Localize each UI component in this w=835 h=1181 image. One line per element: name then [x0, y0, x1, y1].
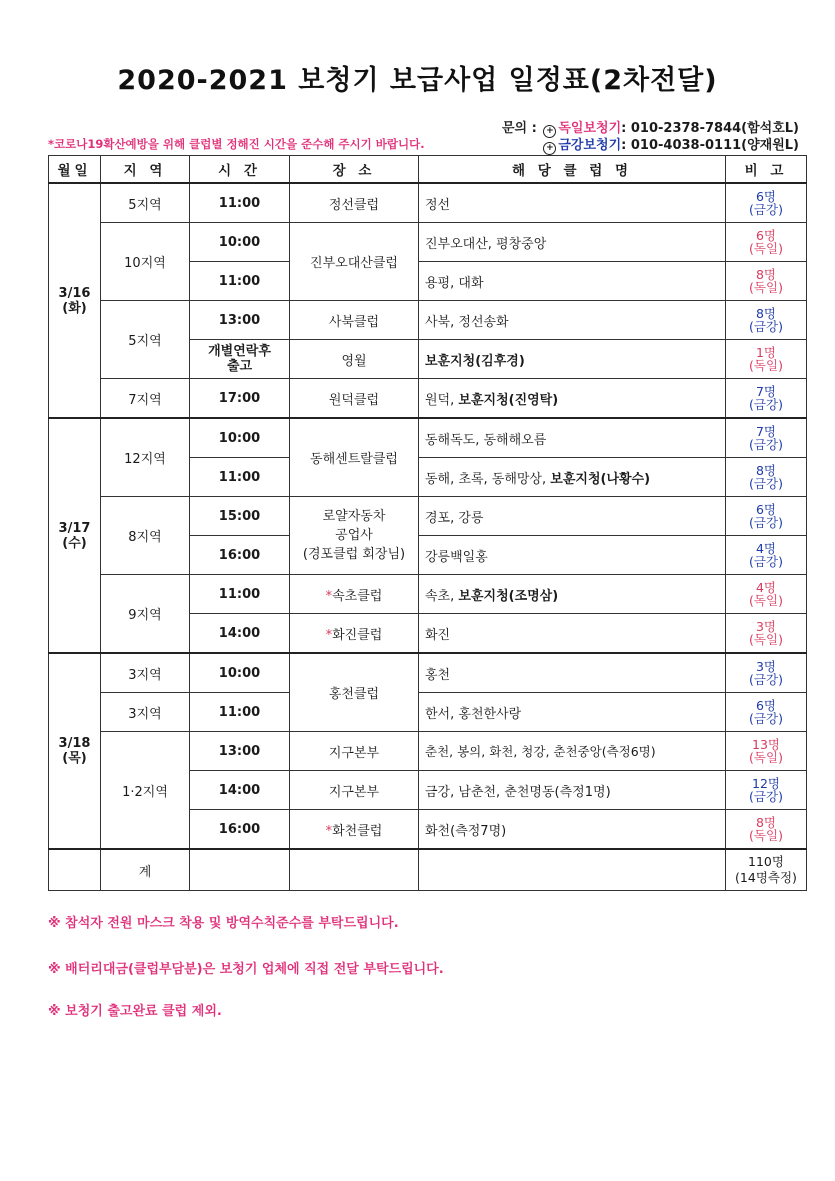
- table-row: [49, 223, 807, 262]
- note-cell: 3명 (독일): [726, 614, 807, 654]
- venue-cell: 지구본부: [290, 771, 419, 810]
- region-cell: 3지역: [101, 693, 190, 732]
- clubs-cell: 한서, 홍천한사랑: [419, 693, 726, 732]
- table-row: [49, 301, 807, 340]
- time-cell: 개별연락후 출고: [190, 340, 290, 379]
- page-title: 2020-2021 보청기 보급사업 일정표(2차전달): [117, 65, 718, 96]
- note-cell: 1명 (독일): [726, 340, 807, 379]
- plus-circle-icon: +: [543, 142, 556, 155]
- note-cell: 3명 (금강): [726, 653, 807, 693]
- region-cell: 8지역: [101, 497, 190, 575]
- contact-label: 문의 :: [501, 121, 537, 136]
- schedule-table: [48, 155, 807, 891]
- venue-cell: *속초클럽: [290, 575, 419, 614]
- clubs-cell: 홍천: [419, 653, 726, 693]
- time-cell: 10:00: [190, 653, 290, 693]
- header-venue: 장 소: [290, 156, 419, 184]
- note-cell: 4명 (독일): [726, 575, 807, 614]
- venue-cell: 정선클럽: [290, 183, 419, 223]
- note-cell: 6명 (금강): [726, 497, 807, 536]
- date-cell: 3/18 (목): [49, 653, 101, 849]
- contact-geumgang-name: 금강보청기: [558, 138, 622, 153]
- region-cell: 10지역: [101, 223, 190, 301]
- header-clubs: 해 당 클 럽 명: [419, 156, 726, 184]
- time-cell: 11:00: [190, 575, 290, 614]
- contact-dogil-name: 독일보청기: [558, 121, 622, 136]
- note-cell: 7명 (금강): [726, 379, 807, 419]
- clubs-cell: 속초, 보훈지청(조명삼): [419, 575, 726, 614]
- region-cell: 5지역: [101, 301, 190, 379]
- note-cell: 6명 (금강): [726, 693, 807, 732]
- clubs-cell: 동해, 초록, 동해망상, 보훈지청(나황수): [419, 458, 726, 497]
- table-row: [49, 575, 807, 614]
- venue-cell: 영월: [290, 340, 419, 379]
- footnote-excluded: ※ 보청기 출고완료 클럽 제외.: [48, 1004, 222, 1019]
- footnote-battery: ※ 배터리대금(클럽부담분)은 보청기 업체에 직접 전달 부탁드립니다.: [48, 962, 444, 977]
- venue-cell: 지구본부: [290, 732, 419, 771]
- clubs-cell: 정선: [419, 183, 726, 223]
- total-empty-cell: [49, 849, 101, 891]
- total-label: 계: [101, 849, 190, 891]
- clubs-cell: 진부오대산, 평창중앙: [419, 223, 726, 262]
- region-cell: 3지역: [101, 653, 190, 693]
- clubs-cell: 화진: [419, 614, 726, 654]
- clubs-cell: 사북, 정선송화: [419, 301, 726, 340]
- table-row: [49, 418, 807, 458]
- time-cell: 11:00: [190, 183, 290, 223]
- table-row: [49, 497, 807, 536]
- note-cell: 7명 (금강): [726, 418, 807, 458]
- venue-cell: 사북클럽: [290, 301, 419, 340]
- note-cell: 8명 (금강): [726, 458, 807, 497]
- region-cell: 1·2지역: [101, 732, 190, 850]
- time-cell: 13:00: [190, 301, 290, 340]
- time-cell: 17:00: [190, 379, 290, 419]
- venue-cell: *화천클럽: [290, 810, 419, 850]
- total-empty-cell: [190, 849, 290, 891]
- note-cell: 13명 (독일): [726, 732, 807, 771]
- clubs-cell: 강릉백일홍: [419, 536, 726, 575]
- time-cell: 11:00: [190, 458, 290, 497]
- table-row: [49, 653, 807, 693]
- time-cell: 16:00: [190, 810, 290, 850]
- time-cell: 10:00: [190, 223, 290, 262]
- contact-geumgang-phone: : 010-4038-0111(양재원L): [621, 138, 799, 153]
- time-cell: 14:00: [190, 614, 290, 654]
- note-cell: 8명 (금강): [726, 301, 807, 340]
- venue-cell: 로얄자동차 공업사 (경포클럽 회장님): [290, 497, 419, 575]
- note-cell: 12명 (금강): [726, 771, 807, 810]
- note-cell: 4명 (금강): [726, 536, 807, 575]
- region-cell: 5지역: [101, 183, 190, 223]
- time-cell: 16:00: [190, 536, 290, 575]
- region-cell: 7지역: [101, 379, 190, 419]
- date-cell: 3/17 (수): [49, 418, 101, 653]
- table-header-row: [49, 156, 807, 184]
- table-row: [49, 693, 807, 732]
- clubs-cell: 경포, 강릉: [419, 497, 726, 536]
- header-note: 비 고: [726, 156, 807, 184]
- venue-cell: 홍천클럽: [290, 653, 419, 732]
- note-cell: 8명 (독일): [726, 262, 807, 301]
- note-cell: 6명 (금강): [726, 183, 807, 223]
- region-cell: 9지역: [101, 575, 190, 654]
- covid-notice: *코로나19확산예방을 위해 클럽별 정해진 시간을 준수해 주시기 바랍니다.: [48, 137, 425, 151]
- venue-cell: *화진클럽: [290, 614, 419, 654]
- venue-cell: 동해센트랄클럽: [290, 418, 419, 497]
- total-row: [49, 849, 807, 891]
- clubs-cell: 보훈지청(김후경): [419, 340, 726, 379]
- time-cell: 10:00: [190, 418, 290, 458]
- contact-dogil-phone: : 010-2378-7844(함석호L): [621, 121, 799, 136]
- table-row: [49, 183, 807, 223]
- clubs-cell: 용평, 대화: [419, 262, 726, 301]
- footnote-mask: ※ 참석자 전원 마스크 착용 및 방역수칙준수를 부탁드립니다.: [48, 916, 399, 931]
- plus-circle-icon: +: [543, 125, 556, 138]
- clubs-cell: 동해독도, 동해해오름: [419, 418, 726, 458]
- region-cell: 12지역: [101, 418, 190, 497]
- total-empty-cell: [419, 849, 726, 891]
- header-time: 시 간: [190, 156, 290, 184]
- clubs-cell: 원덕, 보훈지청(진영탁): [419, 379, 726, 419]
- header-date: 월일: [49, 156, 101, 184]
- contact-line-geumgang: [541, 134, 799, 155]
- clubs-cell: 금강, 남춘천, 춘천명동(측정1명): [419, 771, 726, 810]
- time-cell: 11:00: [190, 262, 290, 301]
- total-note: 110명 (14명측정): [726, 849, 807, 891]
- total-empty-cell: [290, 849, 419, 891]
- header-region: 지 역: [101, 156, 190, 184]
- venue-cell: 원덕클럽: [290, 379, 419, 419]
- venue-cell: 진부오대산클럽: [290, 223, 419, 301]
- time-cell: 15:00: [190, 497, 290, 536]
- time-cell: 11:00: [190, 693, 290, 732]
- time-cell: 14:00: [190, 771, 290, 810]
- time-cell: 13:00: [190, 732, 290, 771]
- clubs-cell: 춘천, 봉의, 화천, 청강, 춘천중앙(측정6명): [419, 732, 726, 771]
- note-cell: 6명 (독일): [726, 223, 807, 262]
- table-row: [49, 732, 807, 771]
- date-cell: 3/16 (화): [49, 183, 101, 418]
- clubs-cell: 화천(측정7명): [419, 810, 726, 850]
- table-row: [49, 379, 807, 419]
- note-cell: 8명 (독일): [726, 810, 807, 850]
